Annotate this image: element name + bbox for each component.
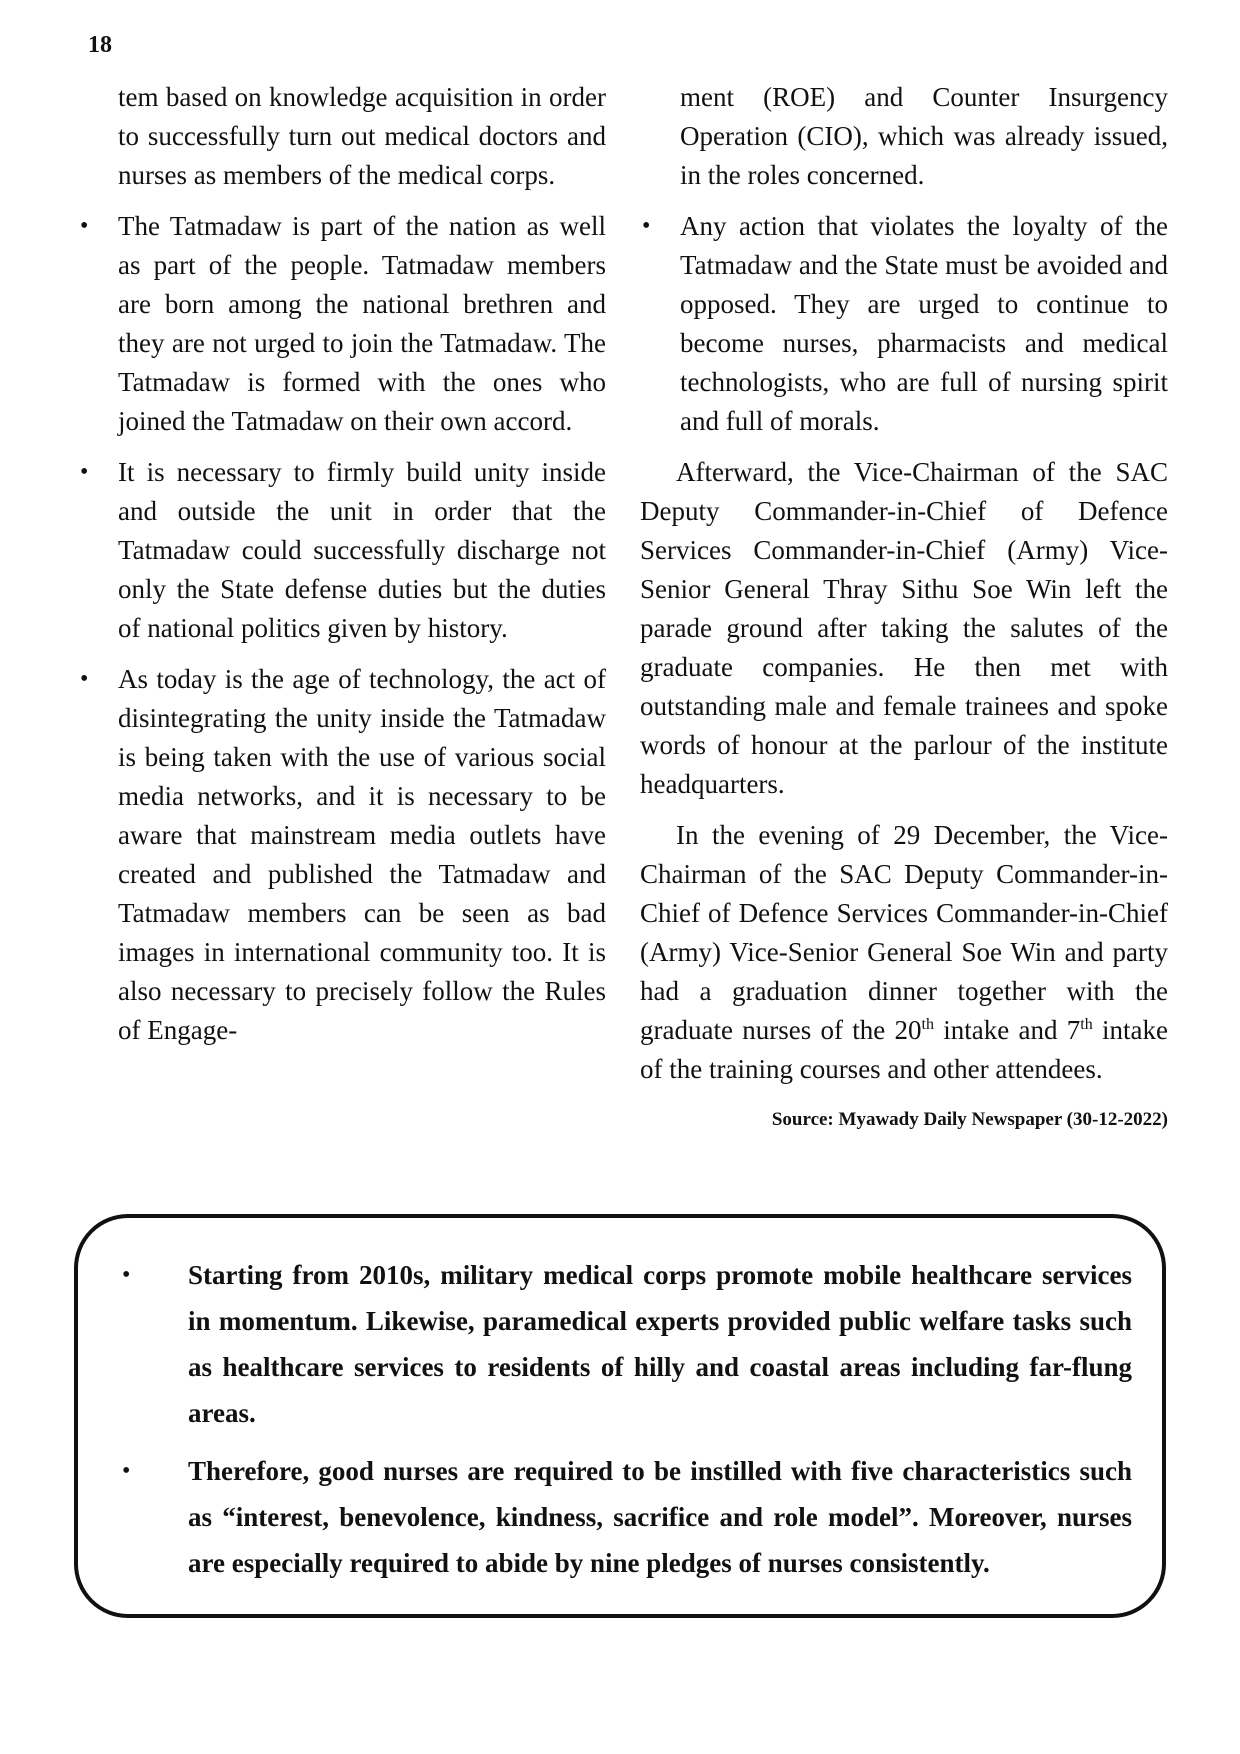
left-column [78,78,606,1062]
bullet-dot-icon: • [122,1262,131,1288]
highlight-callout-box [74,1214,1166,1618]
bullet-dot-icon: • [80,459,89,485]
callout-bullet-list [108,1252,1132,1586]
article-body [78,78,1168,1188]
source-citation: Source: Myawady Daily Newspaper (30-12-2022) [771,1109,1168,1130]
list-item-text: Therefore, good nurses are required to be instilled with five characteristics such as “interest, benevolence, kindness, sacrifice and role model”. Moreover, nurses are especially required to abide by nine pledges of nurses consistently. [188,1456,1132,1578]
text-run: In the evening of 29 December, the Vice-Chairman of the SAC Deputy Commander-in-Chief of Defence Services Commander-in-Chief (Army) Vice-Senior General Soe Win and party had a graduation dinner together with the graduate nurses of the 20 [640,820,1168,1045]
right-column [640,78,1168,1131]
list-item [108,1252,1132,1436]
list-item-text: The Tatmadaw is part of the nation as well as part of the people. Tatmadaw members are born among the national brethren and they are not urged to join the Tatmadaw. The Tatmadaw is formed with the ones who joined the Tatmadaw on their own accord. [118,211,606,436]
list-item [640,207,1168,441]
list-item [78,453,606,648]
text-run: intake and 7 [933,1015,1081,1045]
list-item-text: Any action that violates the loyalty of the Tatmadaw and the State must be avoided and opposed. They are urged to continue to become nurses, pharmacists and medical technologists, who are full of nursing spirit and full of morals. [680,211,1168,436]
continuation-paragraph: ment (ROE) and Counter Insurgency Operation (CIO), which was already issued, in the roles concerned. [680,82,1168,190]
body-paragraph: Afterward, the Vice-Chairman of the SAC Deputy Commander-in-Chief of Defence Services Commander-in-Chief (Army) Vice-Senior General Thray Sithu Soe Win left the parade ground after taking the salutes of the graduate companies. He then met with outstanding male and female trainees and spoke words of honour at the parlour of the institute headquarters. [640,457,1168,799]
bullet-dot-icon: • [80,213,89,239]
text-run: intake of the training courses and other attendees. [640,1015,1168,1084]
bullet-dot-icon: • [80,666,89,692]
list-item-text: It is necessary to firmly build unity inside and outside the unit in order that the Tatmadaw could successfully discharge not only the State defense duties but the duties of national politics given by history. [118,457,606,643]
left-bullet-list [78,207,606,1050]
list-item [78,660,606,1050]
continuation-paragraph: tem based on knowledge acquisition in order to successfully turn out medical doctors and nurses as members of the medical corps. [118,82,606,190]
list-item [78,207,606,441]
superscript: th [921,1016,934,1033]
superscript: th [1080,1016,1093,1033]
list-item-text: Starting from 2010s, military medical corps promote mobile healthcare services in momentum. Likewise, paramedical experts provided public welfare tasks such as healthcare services to residents of hilly and coastal areas including far-flung areas. [188,1260,1132,1428]
bullet-dot-icon: • [642,213,651,239]
page-number: 18 [88,32,112,58]
list-item [108,1448,1132,1586]
list-item-text: As today is the age of technology, the act of disintegrating the unity inside the Tatmadaw is being taken with the use of various social media networks, and it is necessary to be aware that mainstream media outlets have created and published the Tatmadaw and Tatmadaw members can be seen as bad images in international community too. It is also necessary to precisely follow the Rules of Engage- [118,664,606,1045]
bullet-dot-icon: • [122,1458,131,1484]
right-bullet-list [640,207,1168,441]
body-paragraph-dinner [640,816,1168,1089]
